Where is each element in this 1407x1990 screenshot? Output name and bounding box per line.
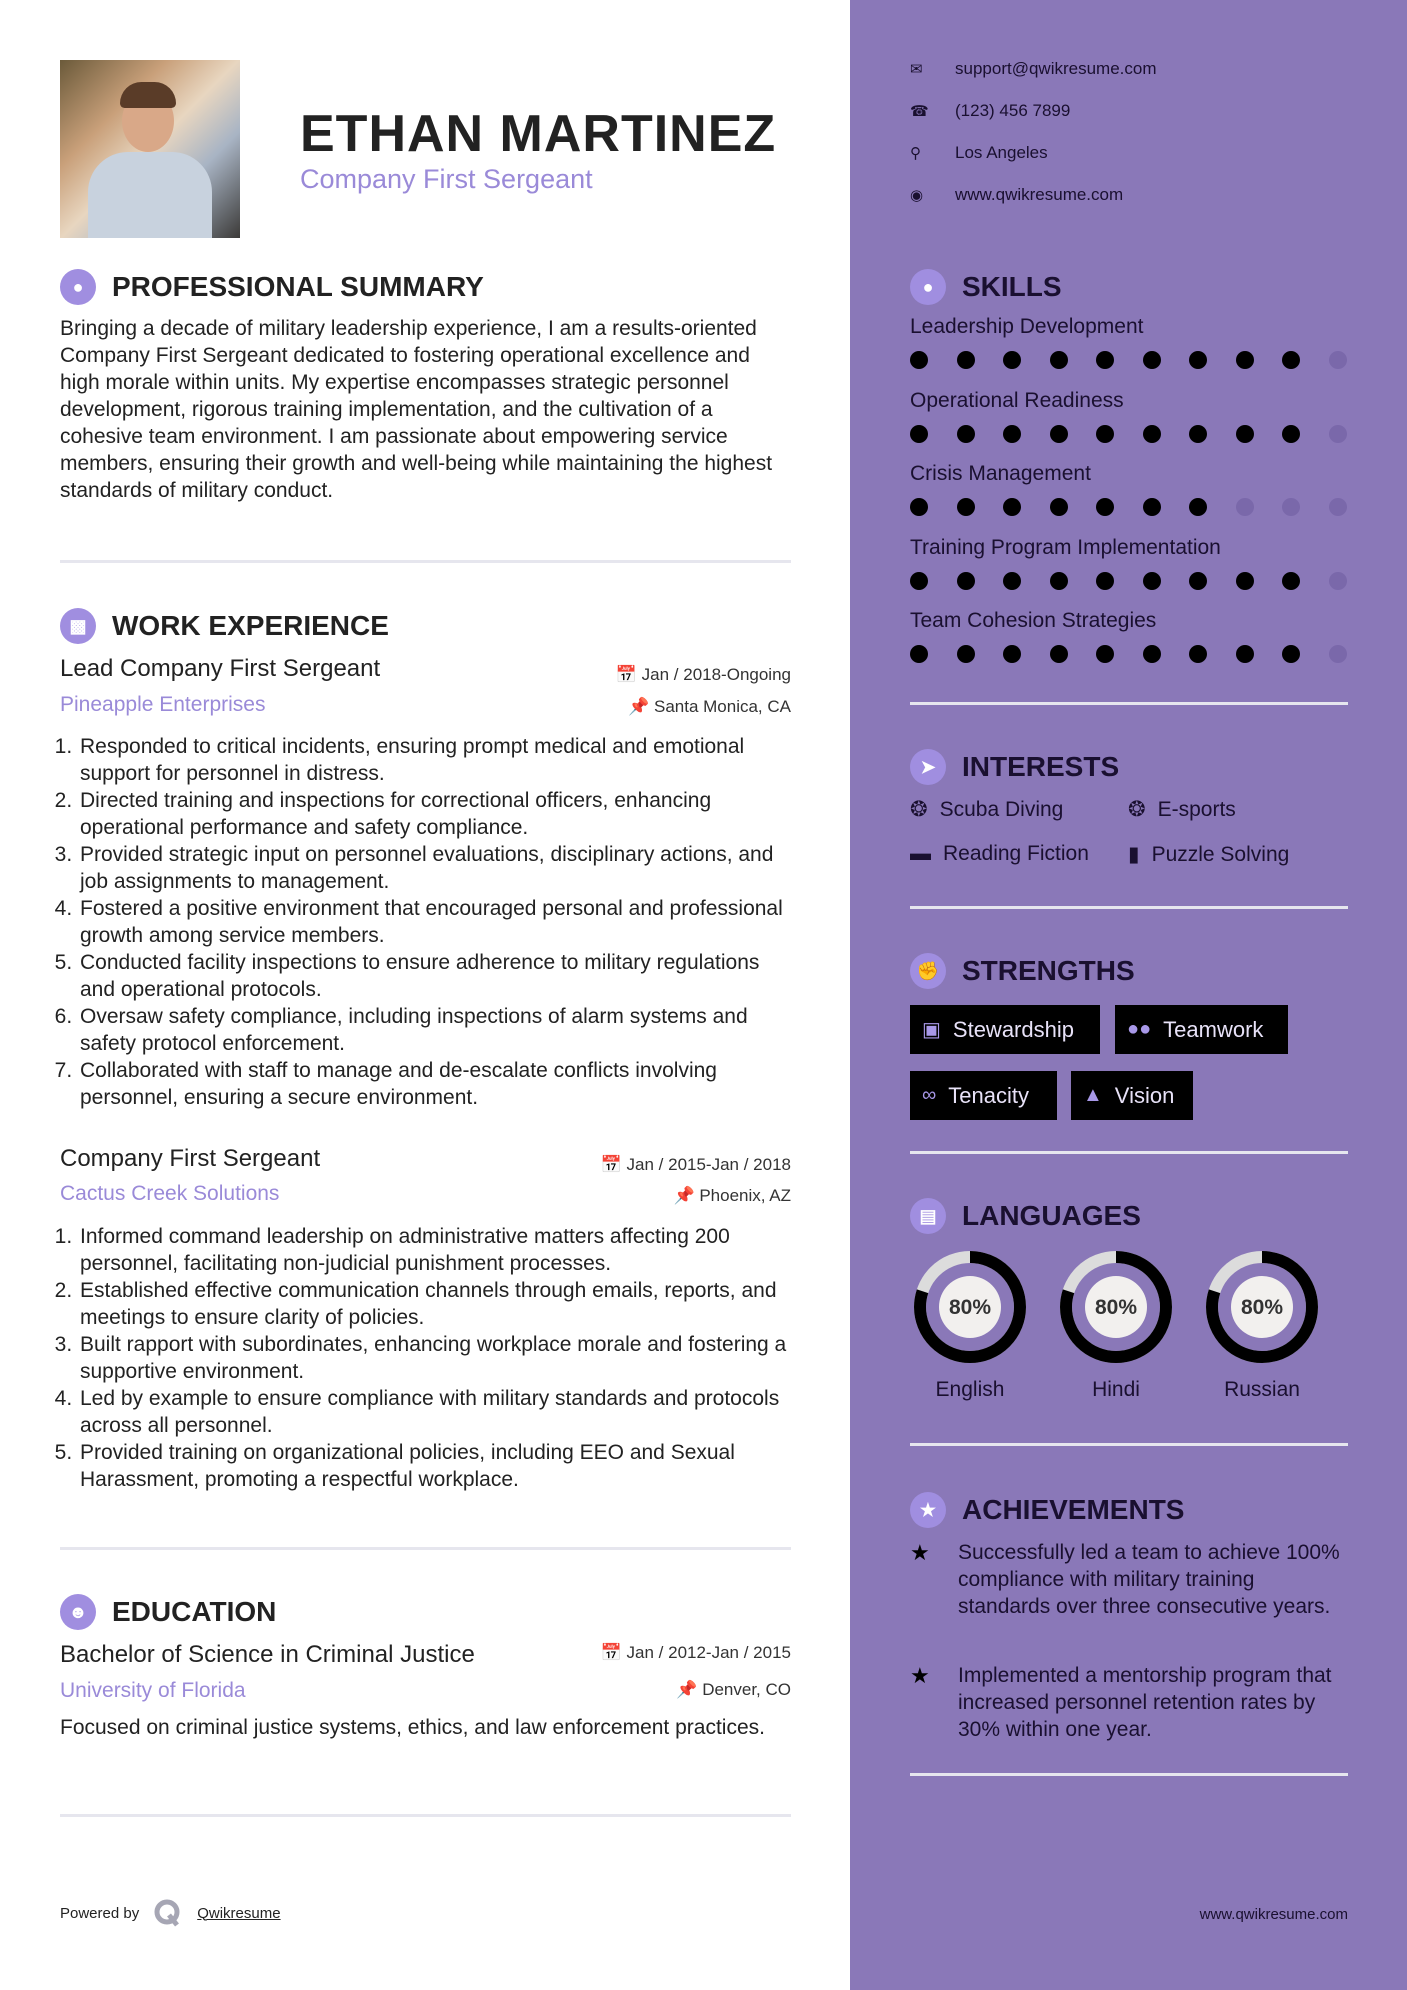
skill-item (910, 536, 1347, 610)
rating-dot-empty (1329, 425, 1347, 443)
graduate-icon: ☻ (60, 1594, 96, 1630)
responsibility-item: 2. Directed training and inspections for correctional officers, enhancing operational performance and safety compliance. (78, 787, 791, 841)
footer-website[interactable]: www.qwikresume.com (1199, 1906, 1348, 1923)
strength-label: Vision (1114, 1082, 1175, 1108)
rating-dot-filled (910, 572, 928, 590)
strength-badge (1115, 1005, 1288, 1054)
globe-icon: ◉ (910, 187, 924, 204)
users-icon: ●● (1127, 1018, 1152, 1040)
languages-heading (910, 1198, 1141, 1234)
rating-dot-filled (1003, 425, 1021, 443)
shooting-star-icon: ★ (910, 1540, 930, 1565)
pin-icon: 📌 (628, 697, 654, 716)
star-icon: ★ (910, 1492, 946, 1528)
responsibility-item: 6. Oversaw safety compliance, including inspections of alarm systems and safety protocol enforcement. (78, 1003, 791, 1057)
briefcase-icon: ▣ (922, 1019, 941, 1041)
language-progress-ring (1057, 1248, 1175, 1366)
gamepad-icon: ▬ (910, 842, 931, 865)
rating-dot-filled (1003, 498, 1021, 516)
rating-dot-filled (1282, 351, 1300, 369)
languages-list (900, 1248, 1360, 1418)
contact-phone (910, 100, 1157, 122)
summary-text: Bringing a decade of military leadership experience, I am a results-oriented Company First Sergeant dedicated to fostering operational excellence and high morale within units. My expertise encompasses strategic personnel development, rigorous training implementation, and the cultivation of a cohesive team environment. I am passionate about empowering service members, ensuring their growth and well-being while maintaining the highest standards of military conduct. (60, 317, 773, 502)
achievement-item (910, 1662, 1348, 1743)
rating-dot-filled (1189, 572, 1207, 590)
rating-dot-filled (1143, 351, 1161, 369)
interest-item (1128, 797, 1236, 822)
contact-email (910, 58, 1157, 80)
rating-dot-filled (910, 425, 928, 443)
paper-plane-icon: ➤ (910, 749, 946, 785)
divider (60, 1547, 791, 1550)
job-company: Pineapple Enterprises (60, 693, 266, 716)
job-title: Lead Company First Sergeant (60, 655, 381, 682)
interest-label: Scuba Diving (939, 797, 1064, 821)
language-name: English (935, 1378, 1005, 1401)
interest-label: Puzzle Solving (1151, 842, 1290, 866)
responsibility-item: 5. Provided training on organizational policies, including EEO and Sexual Harassment, promoting a respectful workplace. (78, 1439, 791, 1493)
education-heading (60, 1594, 276, 1630)
degree: Bachelor of Science in Criminal Justice (60, 1641, 475, 1668)
interests-heading (910, 749, 1119, 785)
rating-dot-filled (1050, 572, 1068, 590)
qwikresume-logo-icon (153, 1898, 183, 1928)
book-icon: ▮ (1128, 843, 1140, 866)
rating-dot-filled (1003, 351, 1021, 369)
achievement-text: Implemented a mentorship program that increased personnel retention rates by 30% within one year. (958, 1664, 1332, 1741)
skill-rating (910, 498, 1347, 516)
responsibility-item: 1. Responded to critical incidents, ensuring prompt medical and emotional support for personnel in distress. (78, 733, 791, 787)
job-dates-text: Jan / 2018-Ongoing (641, 665, 791, 684)
calendar-icon: 📅 (600, 1155, 627, 1174)
pin-icon: 📌 (673, 1186, 700, 1205)
calendar-icon: 📅 (615, 665, 642, 684)
rating-dot-filled (1236, 572, 1254, 590)
rating-dot-filled (1096, 645, 1114, 663)
strengths-heading (910, 953, 1135, 989)
rating-dot-filled (1189, 351, 1207, 369)
interest-item (1128, 842, 1289, 867)
strength-badge (910, 1071, 1057, 1120)
skill-name: Operational Readiness (910, 388, 1124, 412)
language-item (900, 1248, 1040, 1402)
rating-dot-filled (1143, 498, 1161, 516)
skill-rating (910, 425, 1347, 443)
rating-dot-filled (1050, 425, 1068, 443)
interest-item (910, 842, 1089, 866)
education-location-text: Denver, CO (702, 1680, 791, 1699)
language-item (1046, 1248, 1186, 1402)
interest-label: Reading Fiction (943, 842, 1089, 865)
responsibility-item: 3. Built rapport with subordinates, enhancing workplace morale and fostering a supportive environment. (78, 1331, 791, 1385)
job-dates-text: Jan / 2015-Jan / 2018 (626, 1155, 791, 1174)
skill-item (910, 389, 1347, 463)
language-percent: 80% (1240, 1296, 1284, 1319)
divider (60, 560, 791, 563)
rating-dot-filled (1189, 645, 1207, 663)
rating-dot-filled (1003, 572, 1021, 590)
user-icon: ● (60, 269, 96, 305)
candidate-name: ETHAN MARTINEZ (300, 105, 777, 163)
responsibility-item: 1. Informed command leadership on administrative matters affecting 200 personnel, facilitating non-judicial punishment processes. (78, 1223, 791, 1277)
strength-label: Stewardship (952, 1016, 1074, 1042)
rating-dot-filled (1143, 572, 1161, 590)
education-heading-text: EDUCATION (112, 1596, 277, 1627)
strength-label: Tenacity (948, 1082, 1029, 1108)
contact-list (910, 58, 1157, 206)
education-dates (601, 1643, 791, 1663)
summary-heading-text: PROFESSIONAL SUMMARY (112, 271, 484, 302)
link-icon: ∞ (922, 1084, 937, 1106)
education-location (676, 1680, 791, 1700)
phone-icon: ☎ (910, 103, 929, 120)
job-responsibilities (60, 733, 791, 1111)
achievement-text: Successfully led a team to achieve 100% compliance with military training standards over three consecutive years. (958, 1541, 1340, 1618)
responsibility-item: 4. Fostered a positive environment that encouraged personal and professional growth among service members. (78, 895, 791, 949)
map-pin-icon: ⚲ (910, 145, 921, 162)
rating-dot-filled (1236, 351, 1254, 369)
rating-dot-filled (957, 498, 975, 516)
job-location (628, 697, 791, 717)
lightbulb-icon: ● (910, 269, 946, 305)
skills-list (910, 315, 1347, 683)
strength-label: Teamwork (1163, 1016, 1264, 1042)
life-ring-icon: ❂ (910, 798, 928, 821)
rating-dot-filled (1143, 645, 1161, 663)
work-heading (60, 608, 389, 644)
skill-name: Team Cohesion Strategies (910, 609, 1157, 633)
job-title: Company First Sergeant (60, 1145, 321, 1172)
powered-by-text: Powered by (60, 1904, 140, 1922)
language-icon: ▤ (910, 1198, 946, 1234)
strength-badge (1071, 1071, 1193, 1120)
strength-badge (910, 1005, 1100, 1054)
work-heading-text: WORK EXPERIENCE (112, 610, 389, 641)
qwikresume-link[interactable]: Qwikresume (197, 1904, 281, 1922)
language-item (1192, 1248, 1332, 1402)
chair-icon: ▩ (60, 608, 96, 644)
calendar-icon: 📅 (600, 1643, 627, 1662)
responsibility-item: 3. Provided strategic input on personnel evaluations, disciplinary actions, and job assignments to management. (78, 841, 791, 895)
school: University of Florida (60, 1679, 246, 1702)
job-dates (601, 1155, 791, 1175)
skills-heading-text: SKILLS (962, 271, 1062, 302)
divider (910, 702, 1348, 705)
responsibility-item: 7. Collaborated with staff to manage and de-escalate conflicts involving personnel, ensuring a secure environment. (78, 1057, 791, 1111)
fist-icon: ✊ (910, 953, 946, 989)
envelope-icon: ✉ (910, 61, 923, 78)
candidate-title: Company First Sergeant (300, 164, 593, 194)
skill-item (910, 315, 1347, 389)
job-location-text: Santa Monica, CA (653, 697, 791, 716)
rating-dot-filled (1236, 645, 1254, 663)
achievements-heading-text: ACHIEVEMENTS (962, 1494, 1185, 1525)
languages-heading-text: LANGUAGES (962, 1200, 1141, 1231)
rating-dot-filled (910, 351, 928, 369)
skill-item (910, 462, 1347, 536)
rating-dot-filled (1050, 498, 1068, 516)
job-company: Cactus Creek Solutions (60, 1182, 280, 1205)
contact-website (910, 184, 1157, 206)
interests-heading-text: INTERESTS (962, 751, 1120, 782)
pin-icon: 📌 (676, 1680, 703, 1699)
website-text[interactable]: www.qwikresume.com (955, 185, 1124, 204)
divider (910, 1151, 1348, 1154)
rating-dot-filled (1282, 645, 1300, 663)
job-location-text: Phoenix, AZ (699, 1186, 791, 1205)
strengths-heading-text: STRENGTHS (962, 955, 1135, 986)
rating-dot-empty (1236, 498, 1254, 516)
skill-name: Training Program Implementation (910, 535, 1221, 559)
phone-text: (123) 456 7899 (955, 101, 1071, 120)
responsibility-item: 4. Led by example to ensure compliance with military standards and protocols across all personnel. (78, 1385, 791, 1439)
skill-item (910, 609, 1347, 683)
rating-dot-empty (1329, 645, 1347, 663)
rating-dot-filled (1236, 425, 1254, 443)
rating-dot-filled (1050, 645, 1068, 663)
achievement-item (910, 1539, 1348, 1620)
rating-dot-empty (1282, 498, 1300, 516)
rating-dot-empty (1329, 498, 1347, 516)
rating-dot-filled (1189, 425, 1207, 443)
rating-dot-empty (1329, 351, 1347, 369)
divider (60, 1814, 791, 1817)
skill-rating (910, 645, 1347, 663)
rating-dot-filled (910, 645, 928, 663)
language-name: Hindi (1092, 1378, 1140, 1401)
rating-dot-filled (1096, 425, 1114, 443)
divider (910, 1773, 1348, 1776)
rating-dot-filled (1096, 351, 1114, 369)
interest-label: E-sports (1157, 797, 1236, 821)
rating-dot-filled (910, 498, 928, 516)
rating-dot-filled (1282, 425, 1300, 443)
skill-name: Crisis Management (910, 462, 1091, 486)
profile-photo (60, 60, 240, 238)
binoculars-icon: ▲ (1083, 1084, 1103, 1106)
rating-dot-filled (1282, 572, 1300, 590)
interest-item (910, 797, 1063, 822)
education-dates-text: Jan / 2012-Jan / 2015 (626, 1643, 791, 1662)
summary-heading (60, 269, 484, 305)
divider (910, 906, 1348, 909)
language-progress-ring (1203, 1248, 1321, 1366)
job-responsibilities (60, 1223, 791, 1493)
language-progress-ring (911, 1248, 1029, 1366)
job-dates (616, 665, 791, 685)
rating-dot-filled (957, 572, 975, 590)
achievements-heading (910, 1492, 1184, 1528)
skill-rating (910, 351, 1347, 369)
rating-dot-filled (1050, 351, 1068, 369)
rating-dot-filled (957, 425, 975, 443)
responsibility-item: 2. Established effective communication channels through emails, reports, and meetings to ensure clarity of policies. (78, 1277, 791, 1331)
language-percent: 80% (1094, 1296, 1138, 1319)
skill-name: Leadership Development (910, 315, 1144, 338)
skills-heading (910, 269, 1062, 305)
powered-by (60, 1898, 281, 1928)
shooting-star-icon: ★ (910, 1663, 930, 1688)
job-location (673, 1186, 791, 1206)
skill-rating (910, 572, 1347, 590)
location-text: Los Angeles (955, 143, 1048, 162)
rating-dot-filled (1189, 498, 1207, 516)
rating-dot-filled (1096, 498, 1114, 516)
email-text[interactable]: support@qwikresume.com (955, 59, 1157, 78)
responsibility-item: 5. Conducted facility inspections to ensure adherence to military regulations and operational protocols. (78, 949, 791, 1003)
rating-dot-filled (957, 351, 975, 369)
life-ring-icon: ❂ (1128, 798, 1146, 821)
divider (910, 1443, 1348, 1446)
rating-dot-filled (1143, 425, 1161, 443)
contact-location (910, 142, 1157, 164)
rating-dot-empty (1329, 572, 1347, 590)
rating-dot-filled (1003, 645, 1021, 663)
rating-dot-filled (957, 645, 975, 663)
education-description: Focused on criminal justice systems, ethics, and law enforcement practices. (60, 1716, 765, 1739)
language-percent: 80% (948, 1296, 992, 1319)
rating-dot-filled (1096, 572, 1114, 590)
language-name: Russian (1224, 1378, 1300, 1401)
